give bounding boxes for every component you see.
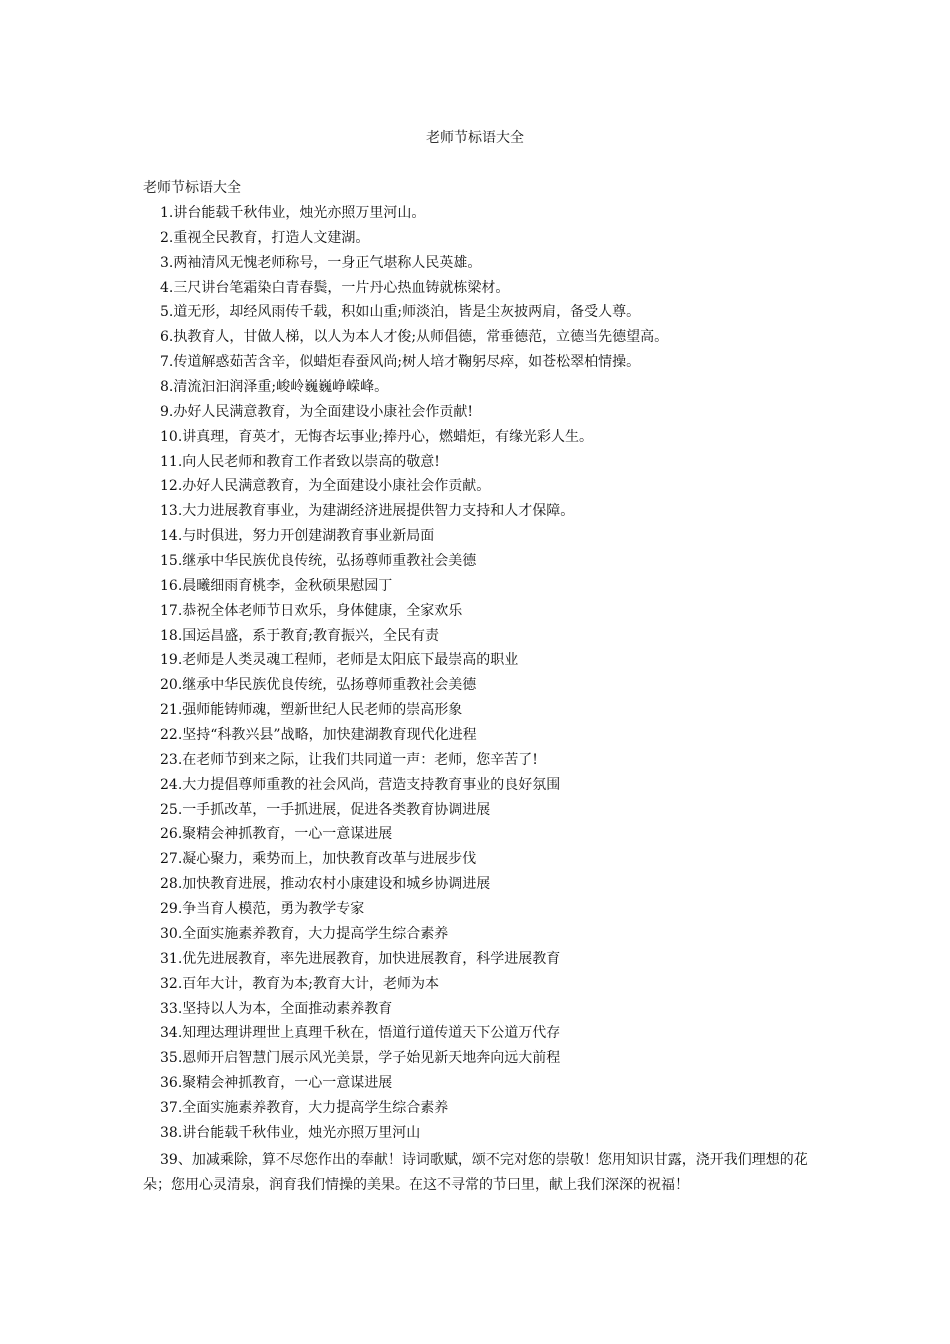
list-item: 36.聚精会神抓教育，一心一意谋进展	[160, 1075, 393, 1092]
list-item: 21.强师能铸师魂，塑新世纪人民老师的崇高形象	[160, 702, 463, 719]
list-item: 35.恩师开启智慧门展示风光美景，学子始见新天地奔向远大前程	[160, 1050, 561, 1067]
section-heading: 老师节标语大全	[143, 180, 241, 196]
list-item: 33.坚持以人为本，全面推动素养教育	[160, 1000, 393, 1017]
list-item: 8.清流汩汩润泽重;峻岭巍巍峥嵘峰。	[160, 379, 389, 396]
list-item: 13.大力进展教育事业，为建湖经济进展提供智力支持和人才保障。	[160, 503, 575, 520]
list-item: 28.加快教育进展，推动农村小康建设和城乡协调进展	[160, 876, 491, 893]
list-item: 2.重视全民教育，打造人文建湖。	[160, 229, 370, 246]
list-item: 25.一手抓改革，一手抓进展，促进各类教育协调进展	[160, 801, 491, 818]
list-item: 29.争当育人模范，勇为教学专家	[160, 901, 365, 918]
list-item: 15.继承中华民族优良传统，弘扬尊师重教社会美德	[160, 553, 477, 570]
list-item: 10.讲真理，育英才，无悔杏坛事业;捧丹心，燃蜡炬，有缘光彩人生。	[160, 428, 593, 445]
list-item: 1.讲台能载千秋伟业，烛光亦照万里河山。	[160, 205, 426, 221]
list-item: 12.办好人民满意教育，为全面建设小康社会作贡献。	[160, 478, 491, 495]
list-item: 4.三尺讲台笔霜染白青春鬓，一片丹心热血铸就栋梁材。	[160, 279, 510, 296]
list-item: 24.大力提倡尊师重教的社会风尚，营造支持教育事业的良好氛围	[160, 776, 561, 793]
list-item: 22.坚持“科教兴县”战略，加快建湖教育现代化进程	[160, 727, 477, 744]
list-item: 7.传道解惑茹苦含辛，似蜡炬春蚕风尚;树人培才鞠躬尽瘁，如苍松翠柏情操。	[160, 354, 641, 371]
list-item: 19.老师是人类灵魂工程师，老师是太阳底下最崇高的职业	[160, 652, 519, 669]
list-item: 6.执教育人，甘做人梯，以人为本人才俊;从师倡德，常垂德范，立德当先德望高。	[160, 329, 669, 346]
list-item: 14.与时俱进，努力开创建湖教育事业新局面	[160, 528, 435, 545]
list-item: 16.晨曦细雨育桃李，金秋硕果慰园丁	[160, 577, 393, 594]
list-item: 18.国运昌盛，系于教育;教育振兴，全民有责	[160, 627, 439, 644]
list-item: 17.恭祝全体老师节日欢乐，身体健康，全家欢乐	[160, 602, 463, 619]
document-title: 老师节标语大全	[426, 130, 524, 146]
list-item: 30.全面实施素养教育，大力提高学生综合素养	[160, 925, 449, 942]
list-item: 20.继承中华民族优良传统，弘扬尊师重教社会美德	[160, 677, 477, 694]
list-item: 5.道无形，却经风雨传千载，积如山重;师淡泊，皆是尘灰披两肩，备受人尊。	[160, 304, 641, 321]
list-item: 32.百年大计，教育为本;教育大计，老师为本	[160, 975, 439, 992]
list-item: 23.在老师节到来之际，让我们共同道一声：老师，您辛苦了!	[160, 751, 538, 768]
list-item: 11.向人民老师和教育工作者致以崇高的敬意!	[160, 453, 440, 470]
list-item: 9.办好人民满意教育，为全面建设小康社会作贡献!	[160, 403, 473, 420]
list-item: 3.两袖清风无愧老师称号，一身正气堪称人民英雄。	[160, 254, 482, 271]
list-item: 31.优先进展教育，率先进展教育，加快进展教育，科学进展教育	[160, 950, 561, 967]
list-item: 37.全面实施素养教育，大力提高学生综合素养	[160, 1099, 449, 1116]
list-item: 38.讲台能载千秋伟业，烛光亦照万里河山	[160, 1124, 421, 1141]
list-item: 34.知理达理讲理世上真理千秋在，悟道行道传道天下公道万代存	[160, 1025, 561, 1042]
list-item: 26.聚精会神抓教育，一心一意谋进展	[160, 826, 393, 843]
list-item: 27.凝心聚力，乘势而上，加快教育改革与进展步伐	[160, 851, 477, 868]
final-paragraph: 39、加减乘除，算不尽您作出的奉献！诗词歌赋，颂不完对您的崇敬！您用知识甘露，浇开我们理想的花朵；您用心灵清泉，润育我们情操的美果。在这不寻常的节曰里，献上我们深深的祝福！	[143, 1152, 808, 1193]
slogan-list	[160, 203, 668, 1148]
